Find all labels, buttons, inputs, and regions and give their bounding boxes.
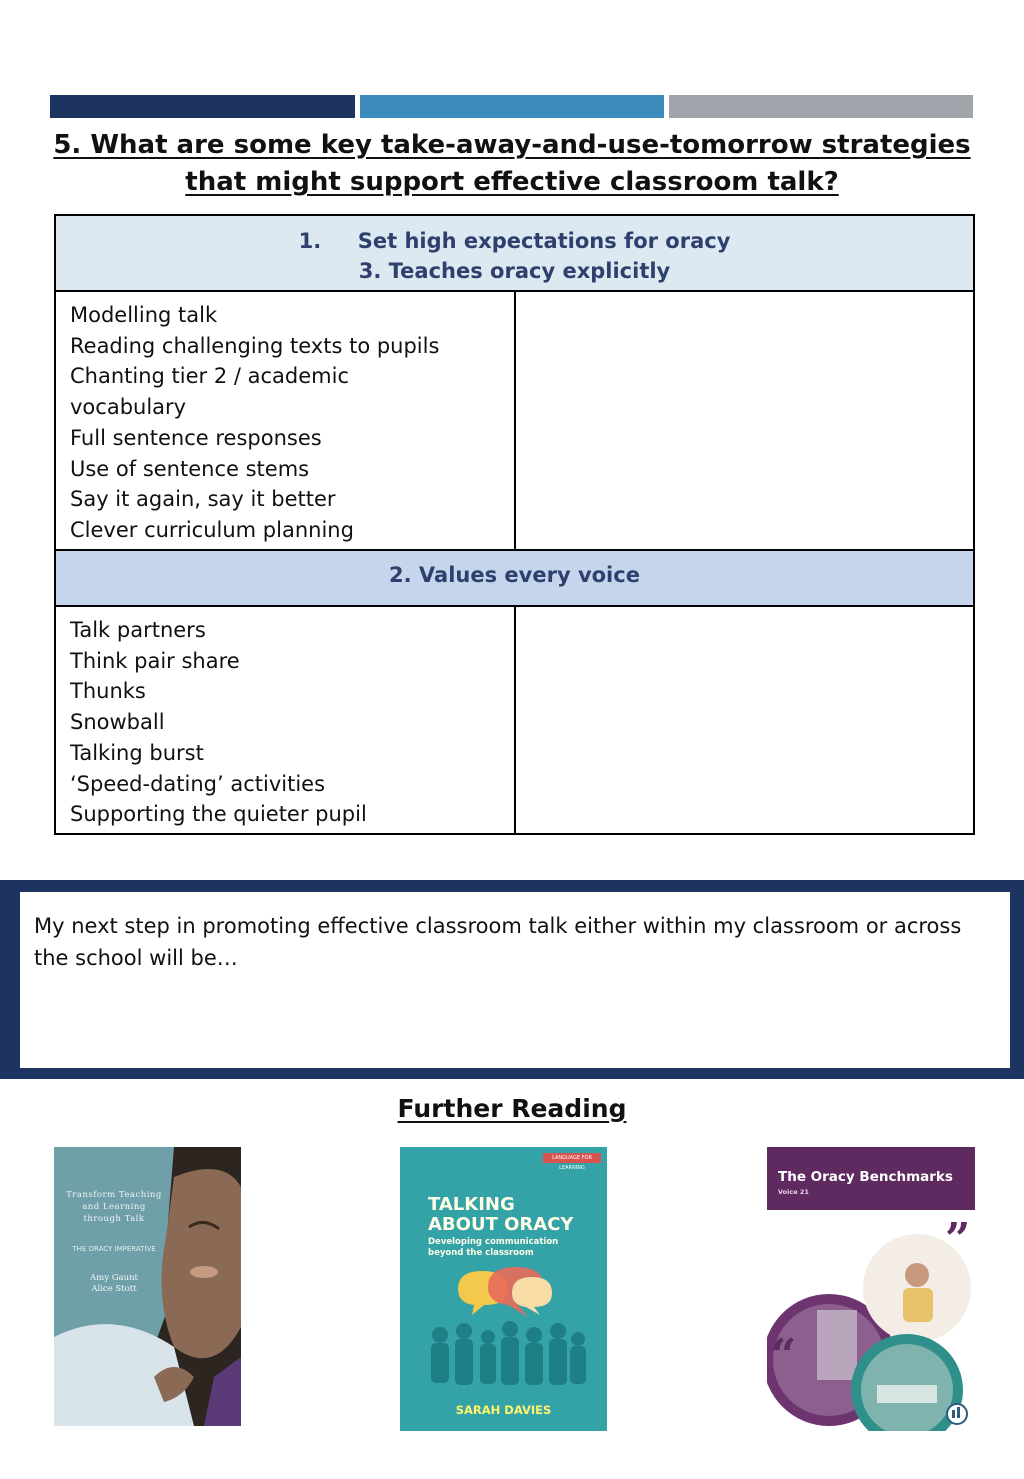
book2-subtitle-line: Developing communication [428,1237,559,1247]
list-item: Chanting tier 2 / academic [70,364,349,389]
book1-authors [60,1273,168,1295]
list-item: Reading challenging texts to pupils [70,333,440,358]
book-cover-talking-about-oracy[interactable] [400,1147,607,1431]
book-cover-oracy-benchmarks[interactable] [767,1147,975,1431]
book2-series-tag: LANGUAGE FOR LEARNING [543,1153,601,1163]
book2-title-line: ABOUT ORACY [428,1214,574,1235]
list-item: Thunks [70,679,146,704]
strategies-table [54,214,975,835]
further-reading-heading: Further Reading [397,1094,627,1123]
list-item: Say it again, say it better [70,487,336,512]
header-bar-navy [50,95,355,118]
header-bar-grey [669,95,973,118]
book1-title-line: and Learning [82,1202,146,1212]
page-title [40,127,984,201]
list-item: Full sentence responses [70,425,322,450]
page-title-line1: 5. What are some key take-away-and-use-tomorrow strategies [53,130,971,160]
section1-heading-line1: 1. Set high expectations for oracy [298,229,731,253]
book3-publisher: Voice 21 [778,1188,809,1196]
book1-title-line: through Talk [83,1214,145,1224]
list-item: Supporting the quieter pupil [70,802,367,827]
list-item: Talk partners [70,618,206,642]
book1-author: Amy Gaunt [90,1273,138,1283]
book2-title-line: TALKING [428,1194,515,1215]
list-item: Snowball [70,710,165,735]
section2-notes-cell[interactable] [515,606,975,834]
page-title-line2: that might support effective classroom talk? [185,167,839,197]
speech-bubbles-people-illustration [400,1257,607,1407]
list-item: Talking burst [70,740,204,765]
section1-list [55,291,515,550]
list-item: Modelling talk [70,303,218,327]
list-item: Clever curriculum planning [70,517,354,542]
section1-notes-cell[interactable] [515,291,975,550]
next-step-box[interactable] [20,892,1010,1068]
book1-title-line: Transform Teaching [66,1190,162,1200]
section2-heading: 2. Values every voice [55,550,974,606]
list-item: vocabulary [70,395,187,420]
header-bar-blue [360,95,664,118]
book2-author: SARAH DAVIES [455,1403,552,1417]
section1-heading [55,215,974,291]
section2-list [55,606,515,834]
book2-title [428,1195,573,1235]
book1-subtitle: THE ORACY IMPERATIVE [72,1245,156,1253]
book2-subtitle [428,1237,558,1259]
next-step-prompt: My next step in promoting effective classroom talk either within my classroom or across the school will be… [34,914,962,970]
book1-title [60,1189,168,1225]
book2-subtitle-line: beyond the classroom [428,1248,534,1258]
next-step-panel [0,880,1024,1079]
book-cover-transform-teaching[interactable] [54,1147,241,1426]
svg-text:“: “ [771,1330,797,1381]
section1-heading-line2: 3. Teaches oracy explicitly [358,259,671,283]
photo-collage-illustration [767,1210,975,1431]
list-item: Use of sentence stems [70,456,310,481]
list-item: ‘Speed-dating’ activities [70,771,326,796]
book3-title: The Oracy Benchmarks [778,1169,953,1185]
list-item: Think pair share [70,648,240,673]
svg-text:”: ” [945,1214,971,1265]
book1-author: Alice Stott [91,1284,137,1294]
